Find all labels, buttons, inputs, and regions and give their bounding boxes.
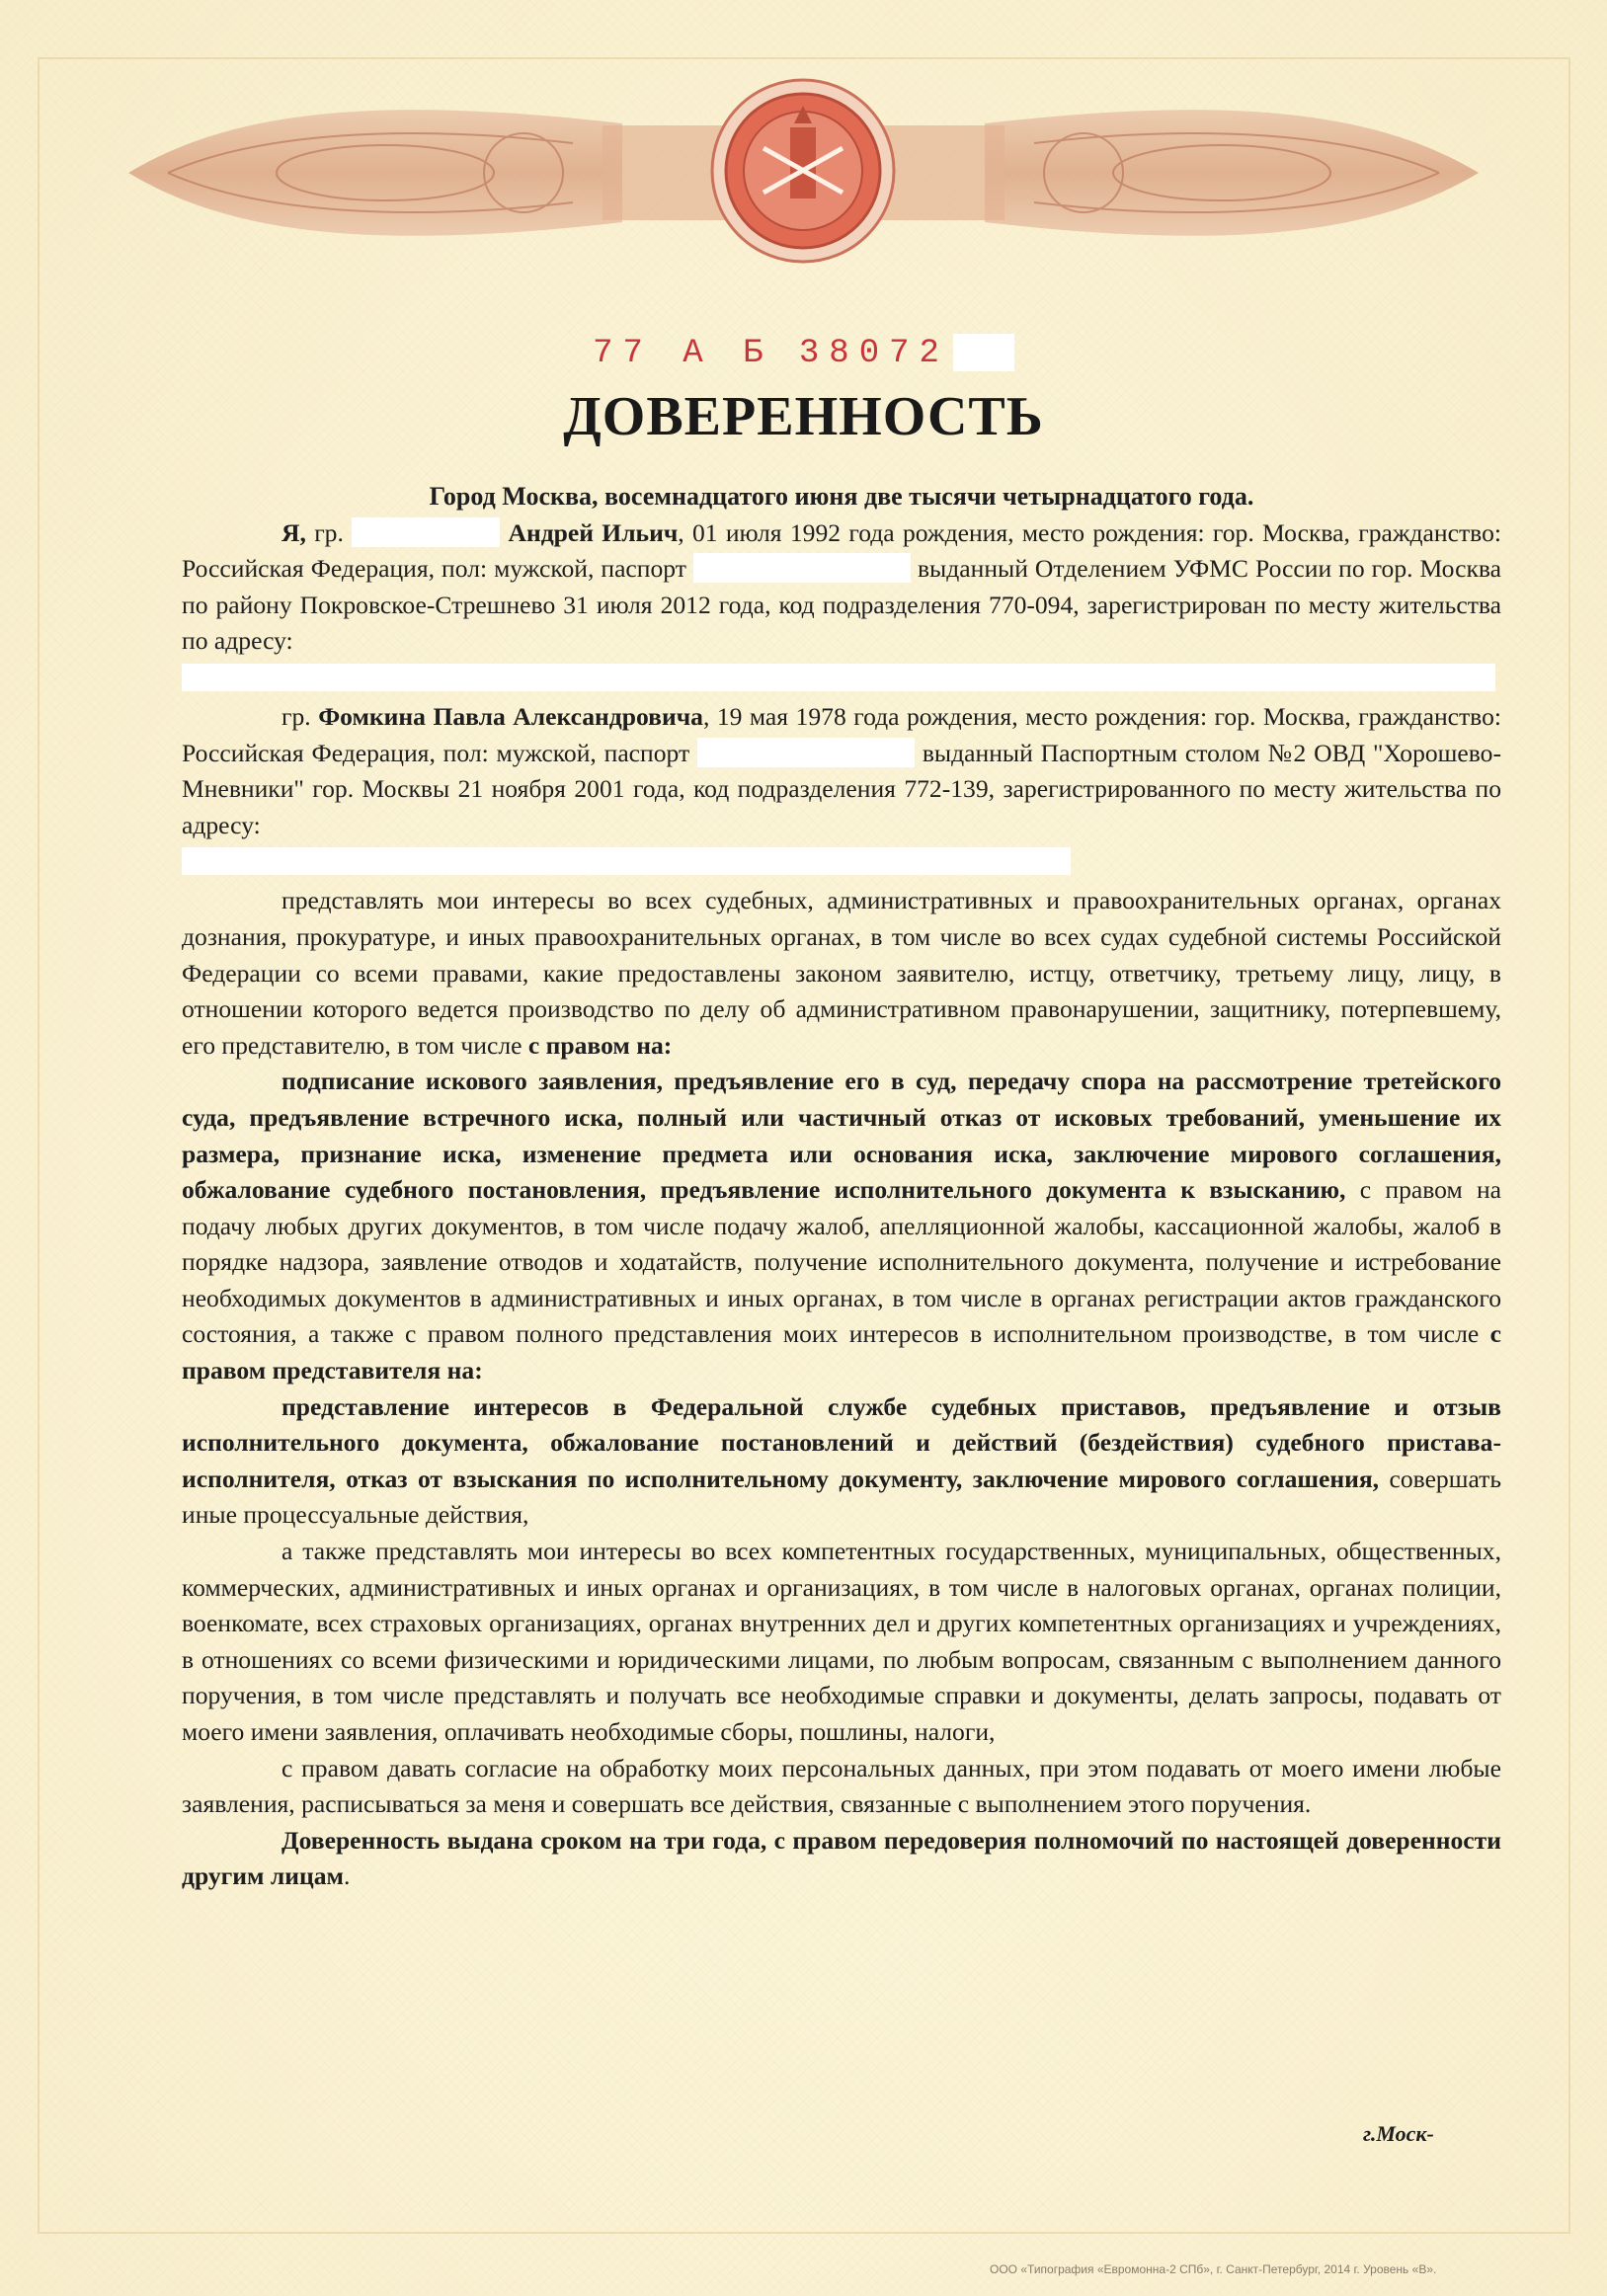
agent-paragraph (182, 699, 1501, 843)
redaction-mask (697, 738, 915, 767)
principal-name: Андрей Ильич (508, 517, 679, 547)
powers-paragraph-5: с правом давать согласие на обработку моих персональных данных, при этом подавать от моего имени любые заявления, расписываться за меня и совершать все действия, связанные с выполнением этого поручения. (182, 1753, 1501, 1819)
term-paragraph (182, 1823, 1501, 1895)
powers-text-3: совершать иные процессуальные действия, (182, 1464, 1501, 1530)
redaction-mask (953, 334, 1014, 371)
powers-paragraph-1 (182, 883, 1501, 1064)
principal-paragraph (182, 515, 1501, 660)
printer-footer: ООО «Типография «Евромонна-2 СПб», г. Санкт-Петербург, 2014 г. Уровень «В». (990, 2262, 1437, 2276)
powers-bold-2: подписание искового заявления, предъявление его в суд, передачу спора на рассмотрение третейского суда, предъявление встречного иска, полный или частичный отказ от исковых требований, уменьшение их размера, признание иска, изменение предмета или основания иска, заключение мирового соглашения, обжалование судебного постановления, предъявление исполнительного документа к взысканию, (182, 1067, 1501, 1205)
document-title: ДОВЕРЕННОСТЬ (563, 386, 1044, 447)
agent-gr: гр. (281, 701, 311, 731)
place-date-line: Город Москва, восемнадцатого июня две тысячи четырнадцатого года. (429, 482, 1254, 511)
redaction-mask (182, 847, 1071, 875)
emblem-icon (712, 80, 894, 262)
term-end: . (343, 1861, 351, 1891)
header-guilloche-banner (109, 54, 1498, 291)
page-continuation: г.Моск- (1363, 2121, 1434, 2146)
powers-bold-1: с правом на: (527, 1030, 673, 1060)
powers-paragraph-4: а также представлять мои интересы во всех компетентных государственных, муниципальных, общественных, коммерческих, административных и иных органах и организациях, в том числе в налоговых органах, органах полиции, военкомате, всех страховых организациях, органах внутренних дел и других компетентных организациях и учреждениях, в отношениях со всеми физическими и юридическими лицами, по любым вопросам, связанным с выполнением данного поручения, в том числе представлять и получать все необходимые справки и документы, делать запросы, подавать от моего имени заявления, оплачивать необходимые сборы, пошлины, налоги, (182, 1537, 1501, 1746)
principal-intro: Я, (281, 517, 306, 547)
powers-bold-3: представление интересов в Федеральной службе судебных приставов, предъявление и отзыв исполнительного документа, обжалование постановлений и действий (бездействия) судебного пристава-исполнителя, отказ от взыскания по исполнительному документу, заключение мирового соглашения, (182, 1391, 1501, 1493)
serial-number: 38072 (798, 334, 949, 372)
document-serial-number (0, 334, 1607, 372)
agent-name: Фомкина Павла Александровича (318, 701, 703, 731)
powers-text-1: представлять мои интересы во всех судебных, административных и правоохранительных органах, органах дознания, прокуратуре, и иных правоохранительных органах, в том числе во всех судах судебной системы Российской Федерации со всеми правами, какие предоставлены законом заявителю, истцу, ответчику, третьему лицу, лицу, в отношении которого ведется производство по делу об административном правонарушении, защитнику, потерпевшему, его представителю, в том числе (182, 886, 1501, 1060)
redaction-mask (352, 517, 500, 547)
powers-text-2: с правом на подачу любых других документов, в том числе подачу жалоб, апелляционной жалобы, кассационной жалобы, жалоб в порядке надзора, заявление отводов и ходатайств, получение исполнительного документа, получение и истребование необходимых документов в административных и иных органах, в том числе в органах регистрации актов гражданского состояния, а также с правом полного представления моих интересов в исполнительном производстве, в том числе (182, 1175, 1502, 1349)
principal-text-2: выданный Отделением УФМС России по гор. Москва по району Покровское-Стрешнево 31 июля 2012 года, код подразделения 770-094, зарегистрирован по месту жительства по адресу: (182, 554, 1501, 656)
redaction-mask (693, 553, 911, 583)
principal-text-1: , 01 июля 1992 года рождения, место рождения: гор. Москва, гражданство: Российская Федерация, пол: мужской, паспорт (182, 517, 1501, 584)
principal-gr: гр. (314, 517, 344, 547)
agent-text-2: выданный Паспортным столом №2 ОВД "Хорошево-Мневники" гор. Москвы 21 ноября 2001 года, код подразделения 772-139, зарегистрированного по месту жительства по адресу: (182, 738, 1501, 839)
term-bold: Доверенность выдана сроком на три года, с правом передоверия полномочий по настоящей доверенности другим лицам (182, 1825, 1501, 1891)
powers-paragraph-3 (182, 1389, 1501, 1534)
agent-text-1: , 19 мая 1978 года рождения, место рождения: гор. Москва, гражданство: Российская Федерация, пол: мужской, паспорт (182, 701, 1501, 767)
powers-bold-2-end: с правом представителя на: (182, 1319, 1501, 1386)
redaction-mask (182, 664, 1495, 691)
serial-prefix: 77 А Б (593, 334, 773, 372)
powers-paragraph-2 (182, 1064, 1501, 1388)
document-body (182, 479, 1501, 1895)
